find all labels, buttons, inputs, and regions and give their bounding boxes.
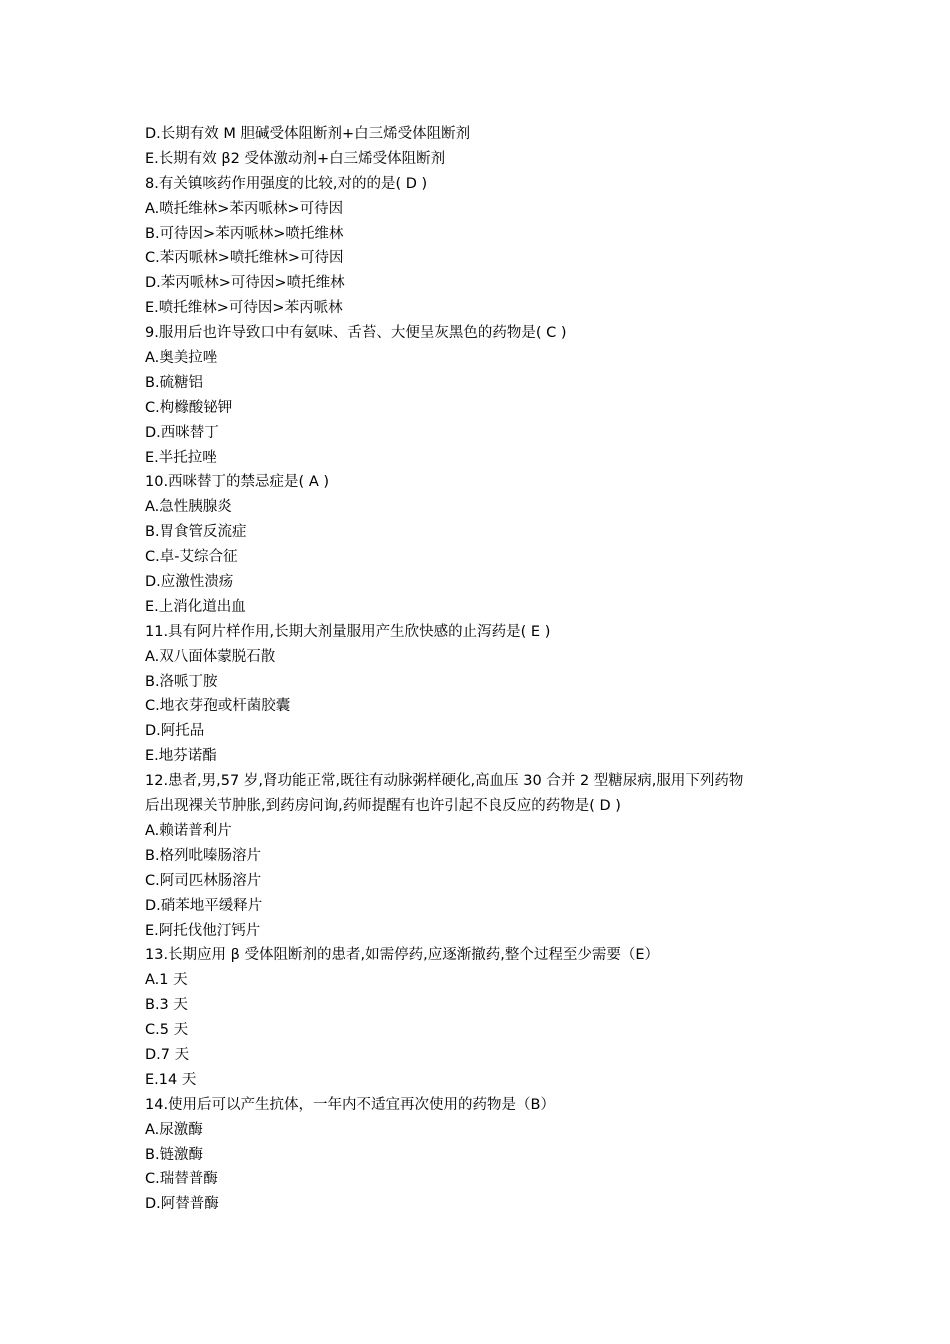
question-line: 14.使用后可以产生抗体，一年内不适宜再次使用的药物是（B） bbox=[145, 1096, 556, 1113]
option-line: C.卓-艾综合征 bbox=[145, 549, 238, 566]
option-line: B.可待因>苯丙哌林>喷托维林 bbox=[145, 225, 344, 242]
question-line: 12.患者,男,57 岁,肾功能正常,既往有动脉粥样硬化,高血压 30 合并 2 型糖尿病,服用下列药物 bbox=[145, 773, 744, 790]
option-line: D.应激性溃疡 bbox=[145, 574, 234, 591]
option-line: C.地衣芽孢或杆菌胶囊 bbox=[145, 698, 291, 715]
option-line: B.硫糖铝 bbox=[145, 374, 204, 391]
option-line: D.苯丙哌林>可待因>喷托维林 bbox=[145, 275, 345, 292]
option-line: C.瑞替普酶 bbox=[145, 1171, 218, 1188]
question-line: 11.具有阿片样作用,长期大剂量服用产生欣快感的止泻药是( E ) bbox=[145, 623, 551, 640]
question-line: 8.有关镇咳药作用强度的比较,对的的是( D ) bbox=[145, 175, 428, 192]
option-line: B.洛哌丁胺 bbox=[145, 673, 218, 690]
option-line: C.5 天 bbox=[145, 1022, 189, 1039]
document-body bbox=[145, 122, 825, 1217]
option-line: A.双八面体蒙脱石散 bbox=[145, 648, 276, 665]
option-line: D.阿托品 bbox=[145, 723, 205, 740]
option-line: B.3 天 bbox=[145, 997, 188, 1014]
option-line: C.阿司匹林肠溶片 bbox=[145, 872, 262, 889]
option-line: A.急性胰腺炎 bbox=[145, 499, 232, 516]
option-line: A.1 天 bbox=[145, 972, 188, 989]
option-line: E.长期有效 β2 受体激动剂+白三烯受体阻断剂 bbox=[145, 150, 446, 167]
question-line: 13.长期应用 β 受体阻断剂的患者,如需停药,应逐渐撤药,整个过程至少需要（E） bbox=[145, 947, 660, 964]
option-line: A.喷托维林>苯丙哌林>可待因 bbox=[145, 200, 344, 217]
option-line: D.阿替普酶 bbox=[145, 1196, 219, 1213]
option-line: D.长期有效 M 胆碱受体阻断剂+白三烯受体阻断剂 bbox=[145, 126, 471, 142]
option-line: B.链激酶 bbox=[145, 1146, 204, 1163]
option-line: A.尿激酶 bbox=[145, 1121, 203, 1138]
question-line: 9.服用后也许导致口中有氨味、舌苔、大便呈灰黑色的药物是( C ) bbox=[145, 325, 567, 342]
option-line: B.胃食管反流症 bbox=[145, 524, 247, 541]
option-line: E.14 天 bbox=[145, 1071, 197, 1088]
option-line: D.西咪替丁 bbox=[145, 424, 219, 441]
option-line: E.上消化道出血 bbox=[145, 598, 246, 615]
question-line-continued: 后出现裸关节肿胀,到药房问询,药师提醒有也许引起不良反应的药物是( D ) bbox=[145, 798, 621, 815]
option-line: A.赖诺普利片 bbox=[145, 822, 232, 839]
option-line: C.枸橼酸铋钾 bbox=[145, 399, 233, 416]
option-line: D.7 天 bbox=[145, 1046, 190, 1063]
option-line: E.地芬诺酯 bbox=[145, 748, 217, 765]
option-line: B.格列吡嗪肠溶片 bbox=[145, 847, 262, 864]
option-line: D.硝苯地平缓释片 bbox=[145, 897, 263, 914]
option-line: E.阿托伐他汀钙片 bbox=[145, 922, 261, 939]
option-line: A.奥美拉唑 bbox=[145, 350, 218, 367]
option-line: E.半托拉唑 bbox=[145, 449, 217, 466]
question-line: 10.西咪替丁的禁忌症是( A ) bbox=[145, 474, 330, 491]
option-line: C.苯丙哌林>喷托维林>可待因 bbox=[145, 250, 344, 267]
option-line: E.喷托维林>可待因>苯丙哌林 bbox=[145, 300, 343, 317]
